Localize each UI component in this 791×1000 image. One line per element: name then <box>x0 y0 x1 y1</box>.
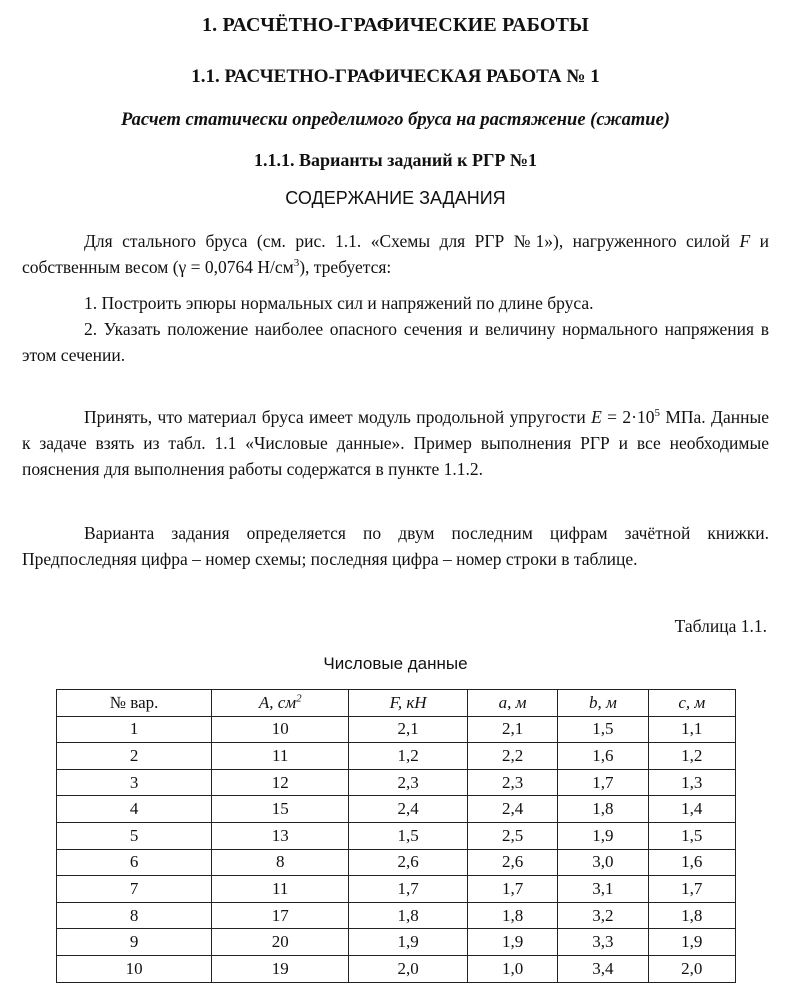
task-text-c: ), требуется: <box>299 257 392 277</box>
cell-b: 1,9 <box>558 822 648 849</box>
material-text-a: Принять, что материал бруса имеет модуль продольной упругости <box>84 407 592 427</box>
cell-area: 11 <box>212 876 349 903</box>
cell-b: 1,7 <box>558 769 648 796</box>
table-row <box>57 929 736 956</box>
cell-c: 1,1 <box>648 716 735 743</box>
table-row <box>57 769 736 796</box>
table-caption: Таблица 1.1. <box>674 616 767 636</box>
cell-variant: 2 <box>57 743 212 770</box>
cell-variant: 6 <box>57 849 212 876</box>
cell-c: 1,3 <box>648 769 735 796</box>
cell-variant: 1 <box>57 716 212 743</box>
cell-variant: 8 <box>57 902 212 929</box>
header-area-label: A, см <box>258 692 297 712</box>
cell-variant: 10 <box>57 955 212 982</box>
table-row <box>57 716 736 743</box>
task-item-1: 1. Построить эпюры нормальных сил и напряжений по длине бруса. <box>84 293 594 313</box>
cell-variant: 9 <box>57 929 212 956</box>
modulus-symbol: E <box>591 407 602 427</box>
cell-force: 2,1 <box>349 716 468 743</box>
cell-a: 2,5 <box>467 822 557 849</box>
header-b: b, м <box>558 690 648 717</box>
cell-force: 2,0 <box>349 955 468 982</box>
cell-a: 2,6 <box>467 849 557 876</box>
cell-variant: 3 <box>57 769 212 796</box>
cell-area: 11 <box>212 743 349 770</box>
cell-a: 2,4 <box>467 796 557 823</box>
cell-b: 1,8 <box>558 796 648 823</box>
section-heading: 1. РАСЧЁТНО-ГРАФИЧЕСКИЕ РАБОТЫ <box>201 14 590 36</box>
task-text-a: Для стального бруса (см. рис. 1.1. «Схемы для РГР №1»), нагруженного силой <box>84 231 740 251</box>
header-area <box>212 690 349 717</box>
cell-force: 2,6 <box>349 849 468 876</box>
cell-variant: 7 <box>57 876 212 903</box>
cell-area: 17 <box>212 902 349 929</box>
work-heading: 1.1. РАСЧЕТНО-ГРАФИЧЕСКАЯ РАБОТА № 1 <box>191 66 600 87</box>
material-text-c: МПа. Данные к задаче взять из табл. 1.1 «Числовые данные». Пример выполнения РГР и все необходимые пояснения для выполнения работы содержатся в пункте 1.1.2. <box>22 407 769 479</box>
table-row <box>57 822 736 849</box>
cell-c: 1,2 <box>648 743 735 770</box>
task-list <box>22 290 769 368</box>
table-row <box>57 902 736 929</box>
header-area-exponent: 2 <box>296 692 302 705</box>
cell-a: 1,7 <box>467 876 557 903</box>
table-header-row <box>57 690 736 717</box>
cell-a: 2,3 <box>467 769 557 796</box>
numeric-data-table <box>56 689 736 983</box>
cell-b: 3,1 <box>558 876 648 903</box>
header-a: a, м <box>467 690 557 717</box>
cell-b: 3,4 <box>558 955 648 982</box>
unit-exponent: 3 <box>293 257 300 270</box>
force-symbol: F <box>739 231 751 251</box>
material-paragraph <box>22 404 769 482</box>
cell-a: 1,9 <box>467 929 557 956</box>
cell-force: 1,2 <box>349 743 468 770</box>
cell-b: 3,0 <box>558 849 648 876</box>
material-text-b: = 2·10 <box>601 407 655 427</box>
cell-b: 3,3 <box>558 929 648 956</box>
cell-a: 1,0 <box>467 955 557 982</box>
cell-area: 15 <box>212 796 349 823</box>
cell-a: 2,1 <box>467 716 557 743</box>
cell-a: 1,8 <box>467 902 557 929</box>
cell-a: 2,2 <box>467 743 557 770</box>
cell-force: 1,7 <box>349 876 468 903</box>
task-item-2: 2. Указать положение наиболее опасного сечения и величину нормального напряжения в этом сечении. <box>22 319 769 365</box>
table-row <box>57 955 736 982</box>
table-row <box>57 849 736 876</box>
cell-area: 13 <box>212 822 349 849</box>
header-c: c, м <box>648 690 735 717</box>
header-variant: № вар. <box>57 690 212 717</box>
cell-force: 1,9 <box>349 929 468 956</box>
cell-c: 1,7 <box>648 876 735 903</box>
cell-area: 12 <box>212 769 349 796</box>
cell-area: 20 <box>212 929 349 956</box>
table-title: Числовые данные <box>323 654 468 673</box>
table-row <box>57 876 736 903</box>
task-paragraph <box>22 228 769 280</box>
subject-heading: Расчет статически определимого бруса на растяжение (сжатие) <box>121 110 670 130</box>
cell-force: 2,4 <box>349 796 468 823</box>
cell-force: 1,8 <box>349 902 468 929</box>
content-heading: СОДЕРЖАНИЕ ЗАДАНИЯ <box>285 188 506 208</box>
cell-force: 2,3 <box>349 769 468 796</box>
cell-area: 10 <box>212 716 349 743</box>
cell-b: 3,2 <box>558 902 648 929</box>
table-body <box>57 716 736 982</box>
cell-b: 1,5 <box>558 716 648 743</box>
table-row <box>57 743 736 770</box>
cell-variant: 4 <box>57 796 212 823</box>
task-text-b: и собственным весом (γ = 0,0764 Н/см <box>22 231 770 277</box>
cell-c: 1,5 <box>648 822 735 849</box>
variant-paragraph: Варианта задания определяется по двум последним цифрам зачётной книжки. Предпоследняя цифра – номер схемы; последняя цифра – номер строки в таблице. <box>22 523 769 569</box>
variants-heading: 1.1.1. Варианты заданий к РГР №1 <box>253 150 537 170</box>
cell-c: 1,9 <box>648 929 735 956</box>
cell-c: 2,0 <box>648 955 735 982</box>
cell-c: 1,6 <box>648 849 735 876</box>
cell-b: 1,6 <box>558 743 648 770</box>
cell-area: 19 <box>212 955 349 982</box>
modulus-exponent: 5 <box>654 407 660 420</box>
cell-c: 1,4 <box>648 796 735 823</box>
cell-variant: 5 <box>57 822 212 849</box>
cell-force: 1,5 <box>349 822 468 849</box>
cell-area: 8 <box>212 849 349 876</box>
table-row <box>57 796 736 823</box>
header-force: F, кН <box>349 690 468 717</box>
cell-c: 1,8 <box>648 902 735 929</box>
